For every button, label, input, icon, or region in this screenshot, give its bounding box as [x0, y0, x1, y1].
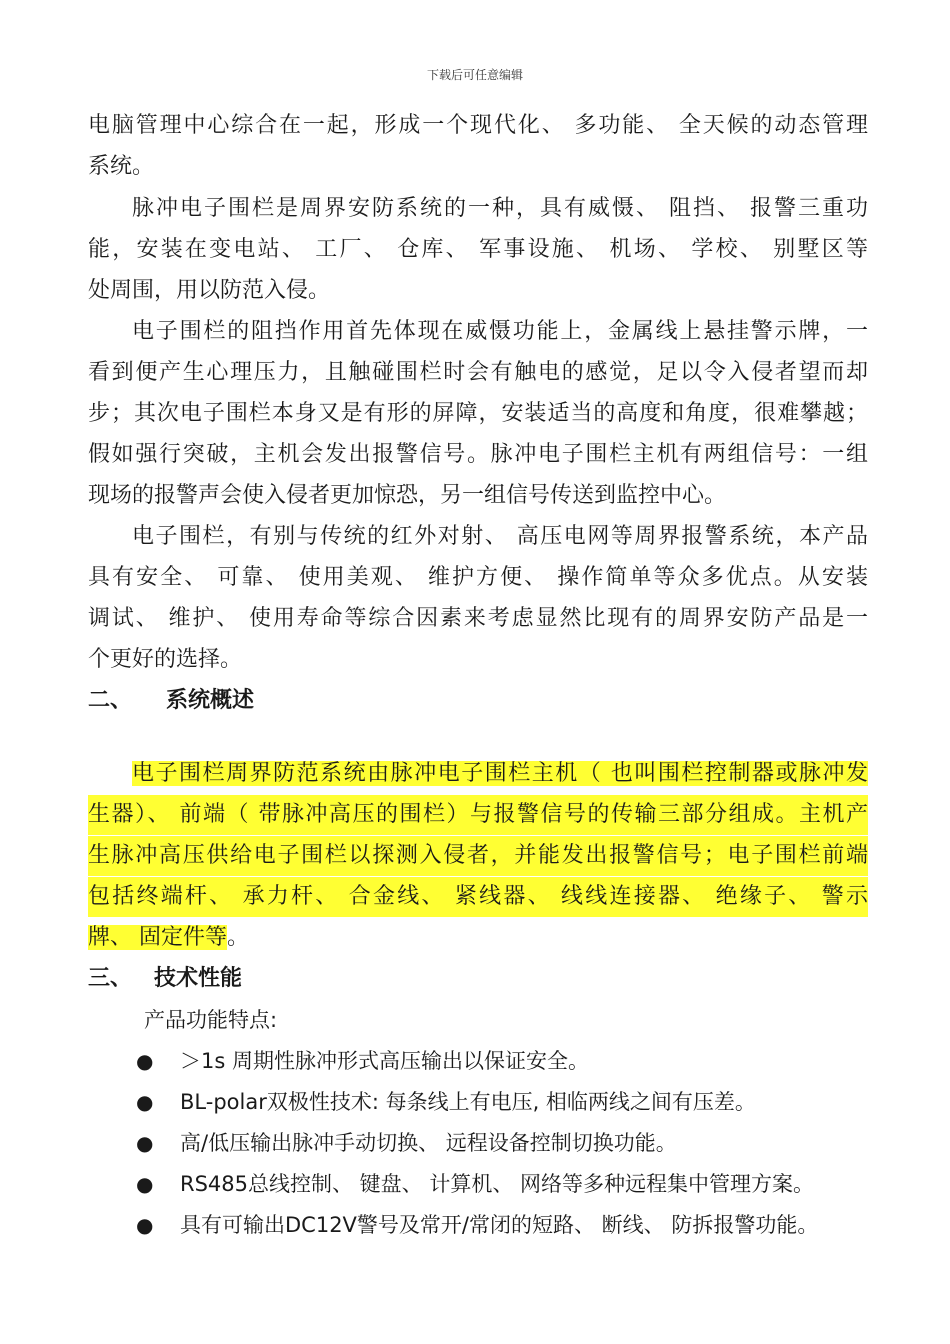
bullet-icon: ●: [136, 1090, 154, 1114]
page-header: 下载后可任意编辑: [426, 68, 523, 82]
paragraph-3-line-3: 步；其次电子围栏本身又是有形的屏障，安装适当的高度和角度，很难攀越；: [88, 401, 868, 426]
section-3-title: 技术性能: [154, 966, 243, 991]
features-intro: 产品功能特点:: [144, 1008, 278, 1032]
paragraph-3-line-5: 现场的报警声会使入侵者更加惊恐，另一组信号传送到监控中心。: [88, 483, 727, 508]
paragraph-5-period: 。: [227, 925, 250, 950]
paragraph-4-line-2: 具有安全、 可靠、 使用美观、 维护方便、 操作简单等众多优点。从安装: [88, 565, 868, 590]
paragraph-5-line-3: 生脉冲高压供给电子围栏以探测入侵者，并能发出报警信号；电子围栏前端: [88, 836, 868, 876]
paragraph-4-line-1: 电子围栏，有别与传统的红外对射、 高压电网等周界报警系统，本产品: [132, 524, 868, 549]
highlighted-text-end: 牌、 固定件等: [88, 925, 227, 950]
paragraph-4-line-4: 个更好的选择。: [88, 647, 243, 672]
paragraph-3-line-2: 看到便产生心理压力，且触碰围栏时会有触电的感觉，足以令入侵者望而却: [88, 360, 868, 385]
section-3-number: 三、: [88, 966, 133, 991]
highlighted-text: 电子围栏周界防范系统由脉冲电子围栏主机（ 也叫围栏控制器或脉冲发: [132, 761, 868, 786]
bullet-icon: ●: [136, 1213, 154, 1237]
feature-text: BL-polar双极性技术: 每条线上有电压, 相临两线之间有压差。: [180, 1090, 756, 1114]
paragraph-5-line-4: 包括终端杆、 承力杆、 合金线、 紧线器、 线线连接器、 绝缘子、 警示: [88, 877, 868, 917]
paragraph-1-line-1: 电脑管理中心综合在一起，形成一个现代化、 多功能、 全天候的动态管理: [88, 113, 868, 138]
paragraph-3-line-1: 电子围栏的阻挡作用首先体现在威慑功能上，金属线上悬挂警示牌，一: [132, 319, 868, 344]
section-2-number: 二、: [88, 688, 133, 713]
paragraph-3-line-4: 假如强行突破，主机会发出报警信号。脉冲电子围栏主机有两组信号：一组: [88, 442, 868, 467]
feature-text: 高/低压输出脉冲手动切换、 远程设备控制切换功能。: [180, 1131, 677, 1155]
bullet-icon: ●: [136, 1172, 154, 1196]
bullet-icon: ●: [136, 1131, 154, 1155]
paragraph-5-line-1: [88, 754, 868, 794]
bullet-icon: ●: [136, 1049, 154, 1073]
section-3-heading: [88, 959, 242, 999]
feature-text: ＞1s 周期性脉冲形式高压输出以保证安全。: [180, 1049, 589, 1073]
paragraph-2-line-1: 脉冲电子围栏是周界安防系统的一种，具有威慑、 阻挡、 报警三重功: [132, 196, 868, 221]
paragraph-5-line-2: 生器）、 前端（ 带脉冲高压的围栏）与报警信号的传输三部分组成。主机产: [88, 795, 868, 835]
paragraph-2-line-3: 处周围，用以防范入侵。: [88, 278, 331, 303]
paragraph-2-line-2: 能，安装在变电站、 工厂、 仓库、 军事设施、 机场、 学校、 别墅区等: [88, 237, 868, 262]
paragraph-1-line-2: 系统。: [88, 154, 155, 179]
document-body: [88, 106, 868, 1256]
section-2-title: 系统概述: [166, 688, 255, 713]
feature-text: 具有可输出DC12V警号及常开/常闭的短路、 断线、 防拆报警功能。: [180, 1213, 819, 1237]
feature-text: RS485总线控制、 键盘、 计算机、 网络等多种远程集中管理方案。: [180, 1172, 815, 1196]
paragraph-4-line-3: 调试、 维护、 使用寿命等综合因素来考虑显然比现有的周界安防产品是一: [88, 606, 868, 631]
paragraph-5-line-5: [88, 918, 249, 958]
section-2-heading: [88, 681, 254, 721]
